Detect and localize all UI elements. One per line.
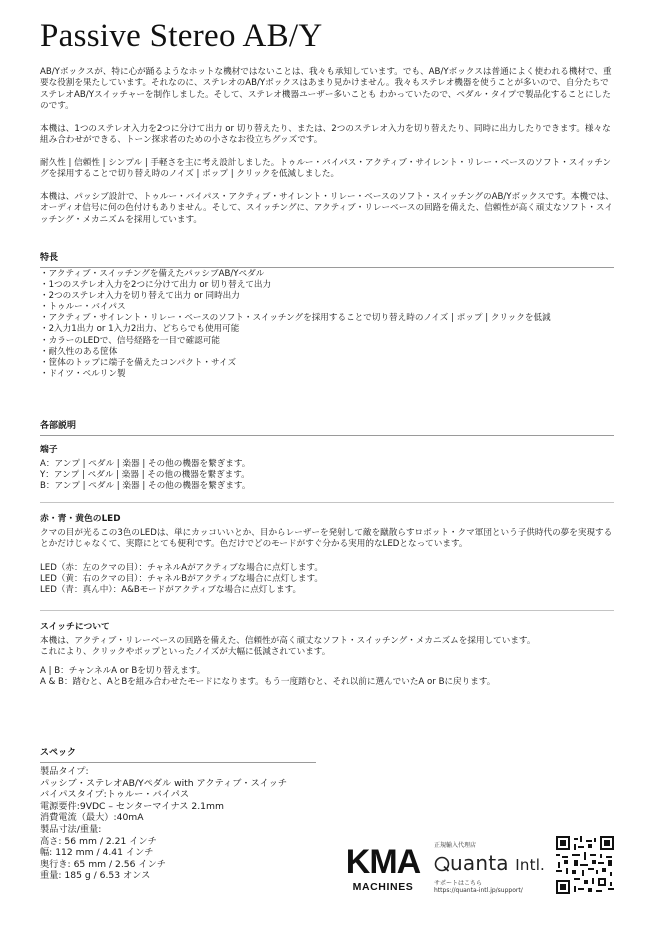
distributor-block [434,840,554,894]
spec-line: 高さ: 56 mm / 2.21 インチ [40,835,157,847]
list-item: ・2つのステレオ入力を切り替えて出力 or 同時出力 [40,291,240,302]
support-label: サポートはこちら [434,880,483,887]
jack-line: A：アンプ | ペダル | 楽器 | その他の機器を繋ぎます。 [40,459,251,469]
led-line: LED（青：真ん中）：A&Bモードがアクティブな場合に点灯します。 [40,585,302,596]
page-title: Passive Stereo AB/Y [40,18,323,54]
list-item: ・トゥルー・バイパス [40,302,126,313]
intro-paragraph-4 [40,192,616,226]
quanta-brand-text: uanta [450,851,509,875]
leds-lines [40,563,620,596]
jack-line: B：アンプ | ペダル | 楽器 | その他の機器を繋ぎます。 [40,481,251,492]
divider [40,610,614,611]
intro-paragraph-3 [40,158,616,181]
logo-subtext: MACHINES [352,881,414,893]
specs-list [40,766,330,882]
intro-paragraph-2 [40,124,616,147]
list-item: ・アクティブ・サイレント・リレー・ベースのソフト・スイッチングを採用することで切り替え時のノイズ | ポップ | クリックを低減 [40,313,551,324]
spec-line: 電源要件:9VDC – センターマイナス 2.1mm [40,800,224,812]
list-item: ・ドイツ・ベルリン製 [40,368,126,379]
list-item: ・2入力1出力 or 1入力2出力、どちらでも使用可能 [40,324,240,335]
leds-description [40,528,618,551]
quanta-q-icon [434,856,450,872]
jack-line: Y：アンプ | ペダル | 楽器 | その他の機器を繋ぎます。 [40,470,250,481]
led-line: LED（黄：右のクマの目）：チャネルBがアクティブな場合に点灯します。 [40,574,323,585]
support-url[interactable]: https://quanta-intl.jp/support/ [434,887,523,894]
spec-line: バイパスタイプ:トゥルー・バイパス [40,789,190,801]
qr-code-icon[interactable] [556,836,614,894]
features-heading: 特長 [40,250,614,268]
switch-heading: スイッチについて [40,622,110,632]
switch-lines [40,666,620,688]
jacks-heading: 端子 [40,445,58,455]
logo-text: KMA [345,843,421,881]
leds-heading: 赤・青・黄色のLED [40,514,121,524]
switch-line: A | B：チャンネルA or Bを切り替えます。 [40,666,206,676]
divider [40,502,614,503]
parts-heading: 各部説明 [40,418,614,436]
spec-line: 製品タイプ: [40,766,89,777]
distributor-label: 正規輸入代理店 [434,842,477,849]
list-item: ・1つのステレオ入力を2つに分けて出力 or 切り替えて出力 [40,280,272,291]
switch-text: 本機は、アクティブ・リレーベースの回路を備えた、信頼性が高く頑丈なソフト・スイッチング・メカニズムを採用しています。 [40,636,536,646]
led-line: LED（赤：左のクマの目）：チャネルAがアクティブな場合に点灯します。 [40,563,323,573]
spec-line: 幅: 112 mm / 4.41 インチ [40,847,154,859]
intro-text: 耐久性 | 信頼性 | シンプル | 手軽さを主に考え設計しました。トゥルー・バイパス・アクティブ・サイレント・リレー・ベースのソフト・スイッチングを採用することで切り替え時のノイズ | ポップ | クリックを低減しました。 [40,158,611,180]
spec-line: 消費電流（最大）:40mA [40,812,144,824]
switch-text: これにより、クリックやポップといったノイズが大幅に低減されています。 [40,647,331,658]
list-item: ・耐久性のある筐体 [40,346,118,357]
specs-heading: スペック [40,745,316,763]
jacks-lines [40,459,620,492]
leds-text: クマの目が光るこの3色のLEDは、単にカッコいいとか、目からレーザーを発射して敵を蹴散らすロボット・クマ軍団という子供時代の夢を実現するとかだけじゃなくて、実際にとても便利です。色だけでどのモードがすぐ分かる実用的なLEDとなっています。 [40,528,613,550]
features-list [40,269,620,380]
intro-text: 本機は、パッシブ設計で、トゥルー・バイパス・アクティブ・サイレント・リレー・ベースのソフト・スイッチングのAB/Yボックスです。本機では、オーディオ信号に何の色付けもありません。そして、スイッチングに、アクティブ・リレーベースの回路を備えた、信頼性が高く頑丈なソフト・スイッチング・メカニズムを採用しています。 [40,192,614,225]
switch-line: A & B：踏むと、AとBを組み合わせたモードになります。もう一度踏むと、それ以前に選んでいたA or Bに戻ります。 [40,677,496,688]
intro-text: AB/Yボックスが、特に心が踊るようなホットな機材ではないことは、我々も承知しています。でも、AB/Yボックスは普通によく使われる機材で、重要な役割を果たしています。それなのに、ステレオのAB/Yボックスはあまり見かけません。我々もステレオ機器を使うことが多いので、自分たちでステレオAB/Yスイッチャーを制作しました。そして、ステレオ機器ユーザー多いことも わかっていたので、ペダル・タイプで製品化することにしたのです。 [40,67,612,111]
list-item: ・筐体のトップに端子を備えたコンパクト・サイズ [40,357,237,368]
spec-line: 重量: 185 g / 6.53 オンス [40,870,151,882]
quanta-brand-suffix: Intl. [515,856,546,874]
spec-line: パッシブ・ステレオAB/Yペダル with アクティブ・スイッチ [40,777,288,789]
spec-line: 奥行き: 65 mm / 2.56 インチ [40,858,166,870]
kma-machines-logo [342,835,424,895]
intro-text: 本機は、1つのステレオ入力を2つに分けて出力 or 切り替えたり、または、2つのステレオ入力を切り替えたり、同時に出力したりできます。様々な組み合わせができる、トーン探求者のための小さなお役立ちグッズです。 [40,124,611,146]
intro-paragraph-1 [40,67,616,112]
switch-description [40,636,620,658]
quanta-logo [434,851,554,875]
spec-line: 製品寸法/重量: [40,823,102,835]
list-item: ・カラーのLEDで、信号経路を一目で確認可能 [40,335,220,346]
list-item: ・アクティブ・スイッチングを備えたパッシブAB/Yペダル [40,269,265,279]
